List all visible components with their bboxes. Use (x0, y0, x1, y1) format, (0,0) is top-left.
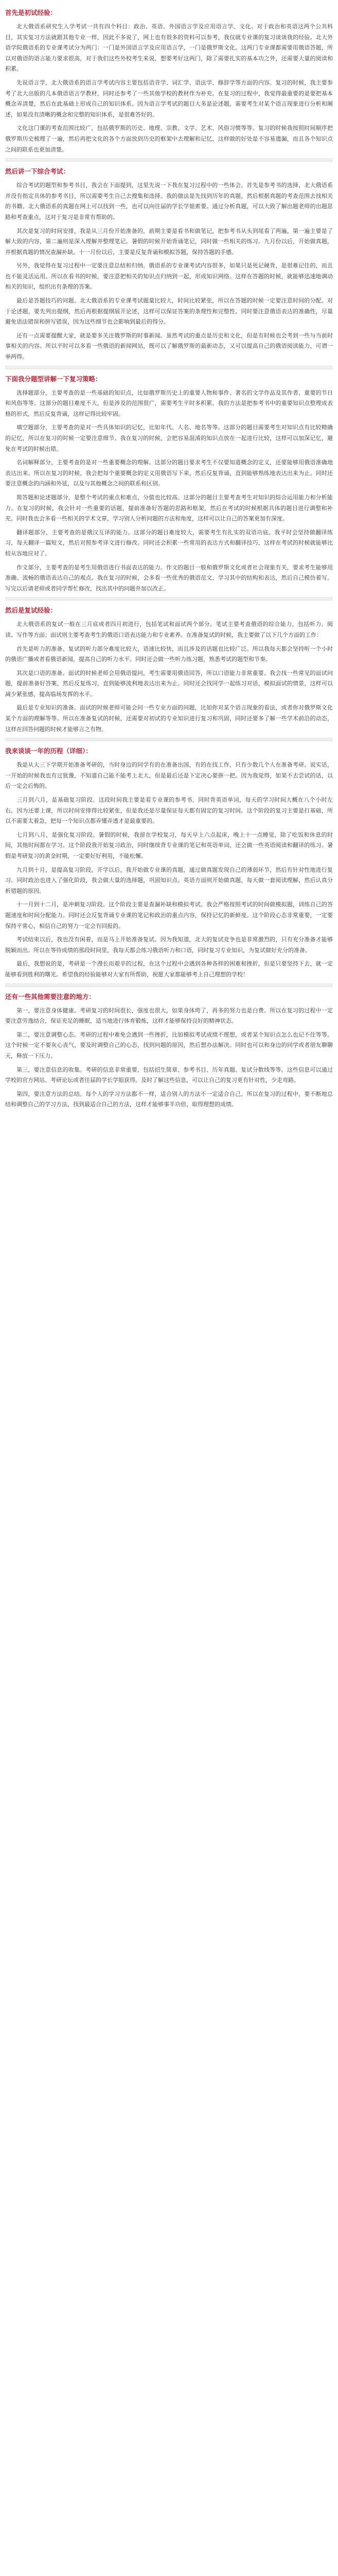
article-section (5, 8, 333, 155)
paragraph: 最后是答题技巧的问题。北大俄语系的专业课考试题量比较大，时间比较紧张，所以在答题的时候一定要注意时间的分配。对于论述题，要先列出提纲，然后再根据提纲展开论述，这样可以保证答案的条理性和完整性。同时要注意俄语表达的准确性，尽量避免语法错误和拼写错误，因为这些细节也会影响到最后的得分。 (5, 297, 333, 326)
article-section (5, 992, 333, 1110)
article-section (5, 375, 333, 595)
paragraph: 北大俄语系的复试一般在三月底或者四月初进行，包括笔试和面试两个部分。笔试主要考查俄语的综合能力，包括听力、阅读、写作等方面；面试则主要考查考生的俄语口语表达能力和专业素养。在准备复试的时候，我主要做了以下几个方面的工作： (5, 621, 333, 638)
paragraph: 北大俄语系研究生入学考试一共有四个科目：政治、英语、外国语言学及应用语言学、文化。对于政治和英语这两个公共科目，其实复习方法就跟其他专业一样，因此不多说了，网上也有很多的资料可以参考，我仅就专业课的复习谈谈我的经验。北大外语学院俄语系的专业课考试分为两门：一门是外国语言学及应用语言学，一门是俄罗斯文化。这两门专业课都需要用俄语答题，所以对俄语的语言能力要求很高，对于我们这些外校考生来说，想要考好这两门，除了需要扎实的基本功之外，还需要大量的阅读和积累。 (5, 23, 333, 73)
paragraph: 作文部分，主要考查的是考生用俄语进行书面表达的能力。作文的题目一般和俄罗斯文化或者社会现象有关，要求考生能够用准确、流畅的俄语表达自己的观点。我在复习的时候，会多看一些优秀的俄语范文，学习其中的结构和表达，然后自己模仿着写。写完以后请老师或者同学帮忙修改，找出其中的问题并加以改正。 (5, 564, 333, 592)
paragraph: 第二，要注意调整心态。考研的过程中难免会遇到一些挫折，比如模拟考试成绩不理想，或者某个知识点怎么也记不住等等。这个时候一定不要灰心丧气，要及时调整自己的心态，找到问题的原因，然后想办法解决。同时也可以和身边的同学或者朋友聊聊天，释放一下压力。 (5, 1031, 333, 1059)
paragraph: 先说语言学，北大俄语系的语言学考试内容主要包括语音学、词汇学、语法学、修辞学等方面的内容。复习的时候，我主要参考了北大出版的几本俄语语言学教材，同时还参考了一些其他学校的教材作为补充。在复习的过程中，我觉得最重要的是要把基本概念弄清楚，然后在此基础上形成自己的知识体系。因为语言学考试的题目大多是论述题，需要考生对某个语言现象进行分析和阐述，如果没有清晰的概念和完整的知识体系，是很难答好的。 (5, 79, 333, 118)
paragraph: 十一月到十二月，是冲刺复习阶段。这个阶段主要是查漏补缺和模拟考试。我会严格按照考试的时间做模拟题，训练自己的答题速度和时间分配能力。同时还会反复背诵专业课的笔记和政治的重点内容，保持记忆的新鲜度。这个阶段心态非常重要，一定要保持平常心，相信自己的努力一定会有回报的。 (5, 901, 333, 929)
paragraph: 其次是口语的准备。面试的时候老师会用俄语提问，考生需要用俄语回答，所以口语能力非常重要。我会找一些常见的面试问题，提前准备好答案，然后反复练习，直到能够流利地表达出来为止。同时还会找同学一起练习对话，模拟面试的情景，这样可以减少紧张感，提高临场发挥的水平。 (5, 669, 333, 698)
paragraph: 综合考试的题型和参考书目，我会在下面提到，这里先说一下我在复习过程中的一些体会。首先是参考书的选择，北大俄语系并没有指定具体的参考书目，所以需要考生自己去搜集和选择。我的做法是先找到历年的真题，然后根据真题的考查范围去找相关的书籍。北大俄语系的真题在网上可以找到一些，也可以向往届的学长学姐索要。通过分析真题，可以大致了解出题老师的出题思路和考查重点，这对于复习是非常有帮助的。 (5, 182, 333, 221)
paragraph: 名词解释部分，主要考查的是对一些重要概念的理解。这部分的题目要求考生不仅要知道概念的定义，还要能够用俄语准确地表达出来。所以在复习的时候，我会把每个重要概念的定义用俄语写下来，然后反复背诵，直到能够熟练地表达出来为止。同时还要注意概念的内涵和外延，以及与其他概念之间的联系和区别。 (5, 459, 333, 487)
section-heading: 我来谈谈一年的历程（详细）： (5, 747, 92, 755)
section-heading: 然后讲一下综合考试： (5, 167, 70, 176)
paragraph: 七月到八月，是强化复习阶段。暑假的时候，我留在学校复习，每天早上六点起床，晚上十一点睡觉，除了吃饭和休息的时间，其他时间都在学习。这个阶段我开始复习政治，同时继续背专业课的笔记和英语单词，还会做一些英语阅读和翻译的练习。暑假是考研复习的黄金时期，一定要好好利用，不能松懈。 (5, 831, 333, 859)
section-divider (5, 984, 333, 987)
paragraph: 第一，要注意身体健康。考研复习的时间很长，强度也很大，如果身体垮了，再多的努力也是白费。所以在复习的过程中一定要注意劳逸结合，保证充足的睡眠，适当地进行体育锻炼，这样才能够保持良好的精神状态。 (5, 1007, 333, 1025)
article-section (5, 167, 333, 363)
paragraph: 九月到十月，是提高复习阶段。开学以后，我开始做专业课的真题，通过做真题发现自己的薄弱环节，然后有针对性地进行复习。同时政治也进入了强化阶段，我会做大量的选择题，巩固知识点。英语方面则开始做真题，每天做一套阅读理解，然后认真分析错题的原因。 (5, 866, 333, 894)
paragraph: 翻译题部分，主要考查的是俄汉互译的能力。这部分的题目难度较大，需要考生有扎实的双语功底。我平时会坚持做翻译练习，每天翻译一篇短文，然后对照参考译文进行修改。同时还会积累一些常用的表达方式和翻译技巧，这样在考试的时候就能够比较从容地应对了。 (5, 529, 333, 557)
paragraph: 第四，要注意方法的总结。每个人的学习方法都不一样，适合别人的方法不一定适合自己。所以在复习的过程中，要不断地总结和调整自己的学习方法，找到最适合自己的方法，这样才能够事半功倍，取得理想的成绩。 (5, 1090, 333, 1108)
section-divider (5, 366, 333, 369)
section-heading: 然后是复试经验： (5, 606, 57, 615)
paragraph: 考试结束以后，我也没有闲着，而是马上开始准备复试。因为我知道，北大的复试竞争也是非常激烈的，只有充分准备才能够脱颖而出。所以在等待成绩的那段时间里，我每天都会练习俄语听力和口语，同时复习专业知识，为复试做好充分的准备。 (5, 936, 333, 954)
paragraph: 简答题和论述题部分，是整个考试的重点和难点，分值也比较高。这部分的题目主要考查考生对知识的综合运用能力和分析能力。在复习的时候，我会针对一些重要的话题，提前准备好答题的思路和框架，然后在考试的时候根据具体的题目进行调整和补充。同时我也会多看一些相关的学术文章，学习别人分析问题的方法和角度，这样可以让自己的答案更加有深度。 (5, 494, 333, 522)
paragraph: 另外，我觉得在复习过程中一定要注意总结和归纳。俄语系的专业课考试内容很多，如果只是死记硬背，是很难记住的，而且也不能灵活运用。所以在看书的时候，要注意把相关的知识点归纳到一起，形成知识网络。这样在答题的时候，就能够迅速地调动相关的知识，组织出有条理的答案。 (5, 262, 333, 291)
paragraph: 首先是听力的准备。复试的听力部分难度比较大，语速比较快，而且涉及的话题也比较广泛。所以我每天都会坚持听一个小时的俄语广播或者看俄语新闻，提高自己的听力水平。同时还会做一些听力练习题，熟悉考试的题型和节奏。 (5, 645, 333, 663)
section-heading: 下面我分题型讲解一下复习策略： (5, 375, 102, 383)
paragraph: 最后，我想说的是，考研是一个漫长而艰辛的过程，在这个过程中会遇到各种各样的困难和挫折，但是只要坚持下去，就一定能够看到胜利的曙光。希望我的经验能够对大家有所帮助，祝愿大家都能够考上自己理想的学校！ (5, 960, 333, 978)
paragraph: 第三，要注意信息的收集。考研的信息非常重要，包括招生简章、参考书目、历年真题、复试分数线等等。这些信息可以通过学校的官方网站、考研论坛或者往届的学长学姐获得。及时了解这些信息，可以让自己的复习更有针对性，少走弯路。 (5, 1066, 333, 1084)
paragraph: 最后是专业知识的准备。面试的时候老师可能会问一些专业方面的问题，比如你对某个语言现象的看法，或者你对俄罗斯文化某个方面的理解等等。所以在准备复试的时候，还需要对初试的专业知识进行复习和巩固，同时还要多了解一些学术前沿的动态，这样在回答问题的时候才能够言之有物。 (5, 704, 333, 733)
section-divider (5, 158, 333, 162)
paragraph: 还有一点需要提醒大家，就是要多关注俄罗斯的时事新闻。虽然考试的重点是历史和文化，但是有时候也会考到一些与当前时事相关的内容。所以平时可以多看一些俄语的新闻网站，既可以了解俄罗斯的最新动态，又可以提高自己的俄语阅读能力，可谓一举两得。 (5, 332, 333, 361)
paragraph: 三月到六月，是基础复习阶段。这段时间我主要是看专业课的参考书，同时背英语单词，每天的学习时间大概在八个小时左右。因为还要上课，所以时间安排得比较紧张，但是我还是尽量保证每天都有固定的复习时间。这个阶段的复习主要是打基础，所以不需要太着急，把每一个知识点都弄懂弄透才是最重要的。 (5, 796, 333, 825)
section-divider (5, 597, 333, 601)
article (0, 0, 338, 1124)
section-heading: 首先是初试经验： (5, 9, 57, 16)
paragraph: 选择题部分，主要考查的是一些基础的知识点，比如俄罗斯历史上的重要人物和事件、著名的文学作品及其作者、重要的节日和风俗等等。这部分的题目难度不大，但是涉及的范围很广，需要考生平时多积累。我的方法是把参考书中的重要知识点整理成表格的形式，然后反复背诵，这样记得比较牢固。 (5, 389, 333, 417)
paragraph: 填空题部分，主要考查的是对一些具体知识的记忆，比如年代、人名、地名等等。这部分的题目需要考生对知识点有比较精确的记忆，所以在复习的时候一定要注意细节。我在复习的时候，会把容易混淆的知识点放在一起进行比较，这样可以加深记忆，避免在考试的时候出错。 (5, 424, 333, 452)
section-heading: 还有一些其他需要注意的地方： (5, 992, 96, 1001)
article-section (5, 747, 333, 980)
section-divider (5, 738, 333, 741)
paragraph: 我是从大三下学期开始准备考研的，当时身边的同学有的在准备出国，有的在找工作，只有少数几个人在准备考研。说实话，一开始的时候我也有过犹豫，不知道自己能不能考上北大，但是最后还是下定决心要拼一把。因为我觉得，如果不去尝试的话，以后一定会后悔的。 (5, 761, 333, 790)
paragraph: 文化这门课的考查范围比较广，包括俄罗斯的历史、地理、宗教、文学、艺术、风俗习惯等等。复习的时候我按照时间顺序把俄罗斯历史梳理了一遍，然后再把文化的各个方面放到历史的框架中去理解和记忆，这样做的好处是不容易遗漏，而且各个知识点之间的联系也更加清楚。 (5, 125, 333, 153)
paragraph: 其次是复习的时间安排，我是从三月份开始准备的，前期主要是看书和做笔记，把参考书从头到尾看了两遍，第一遍主要是了解大致的内容，第二遍则是深入理解并整理笔记。暑假的时候开始背诵笔记，同时做一些相关的练习。九月份以后，开始做真题，并根据真题的情况查漏补缺。十一月份以后，主要是反复背诵和模拟答题，保持答题的手感。 (5, 227, 333, 256)
article-section (5, 606, 333, 735)
